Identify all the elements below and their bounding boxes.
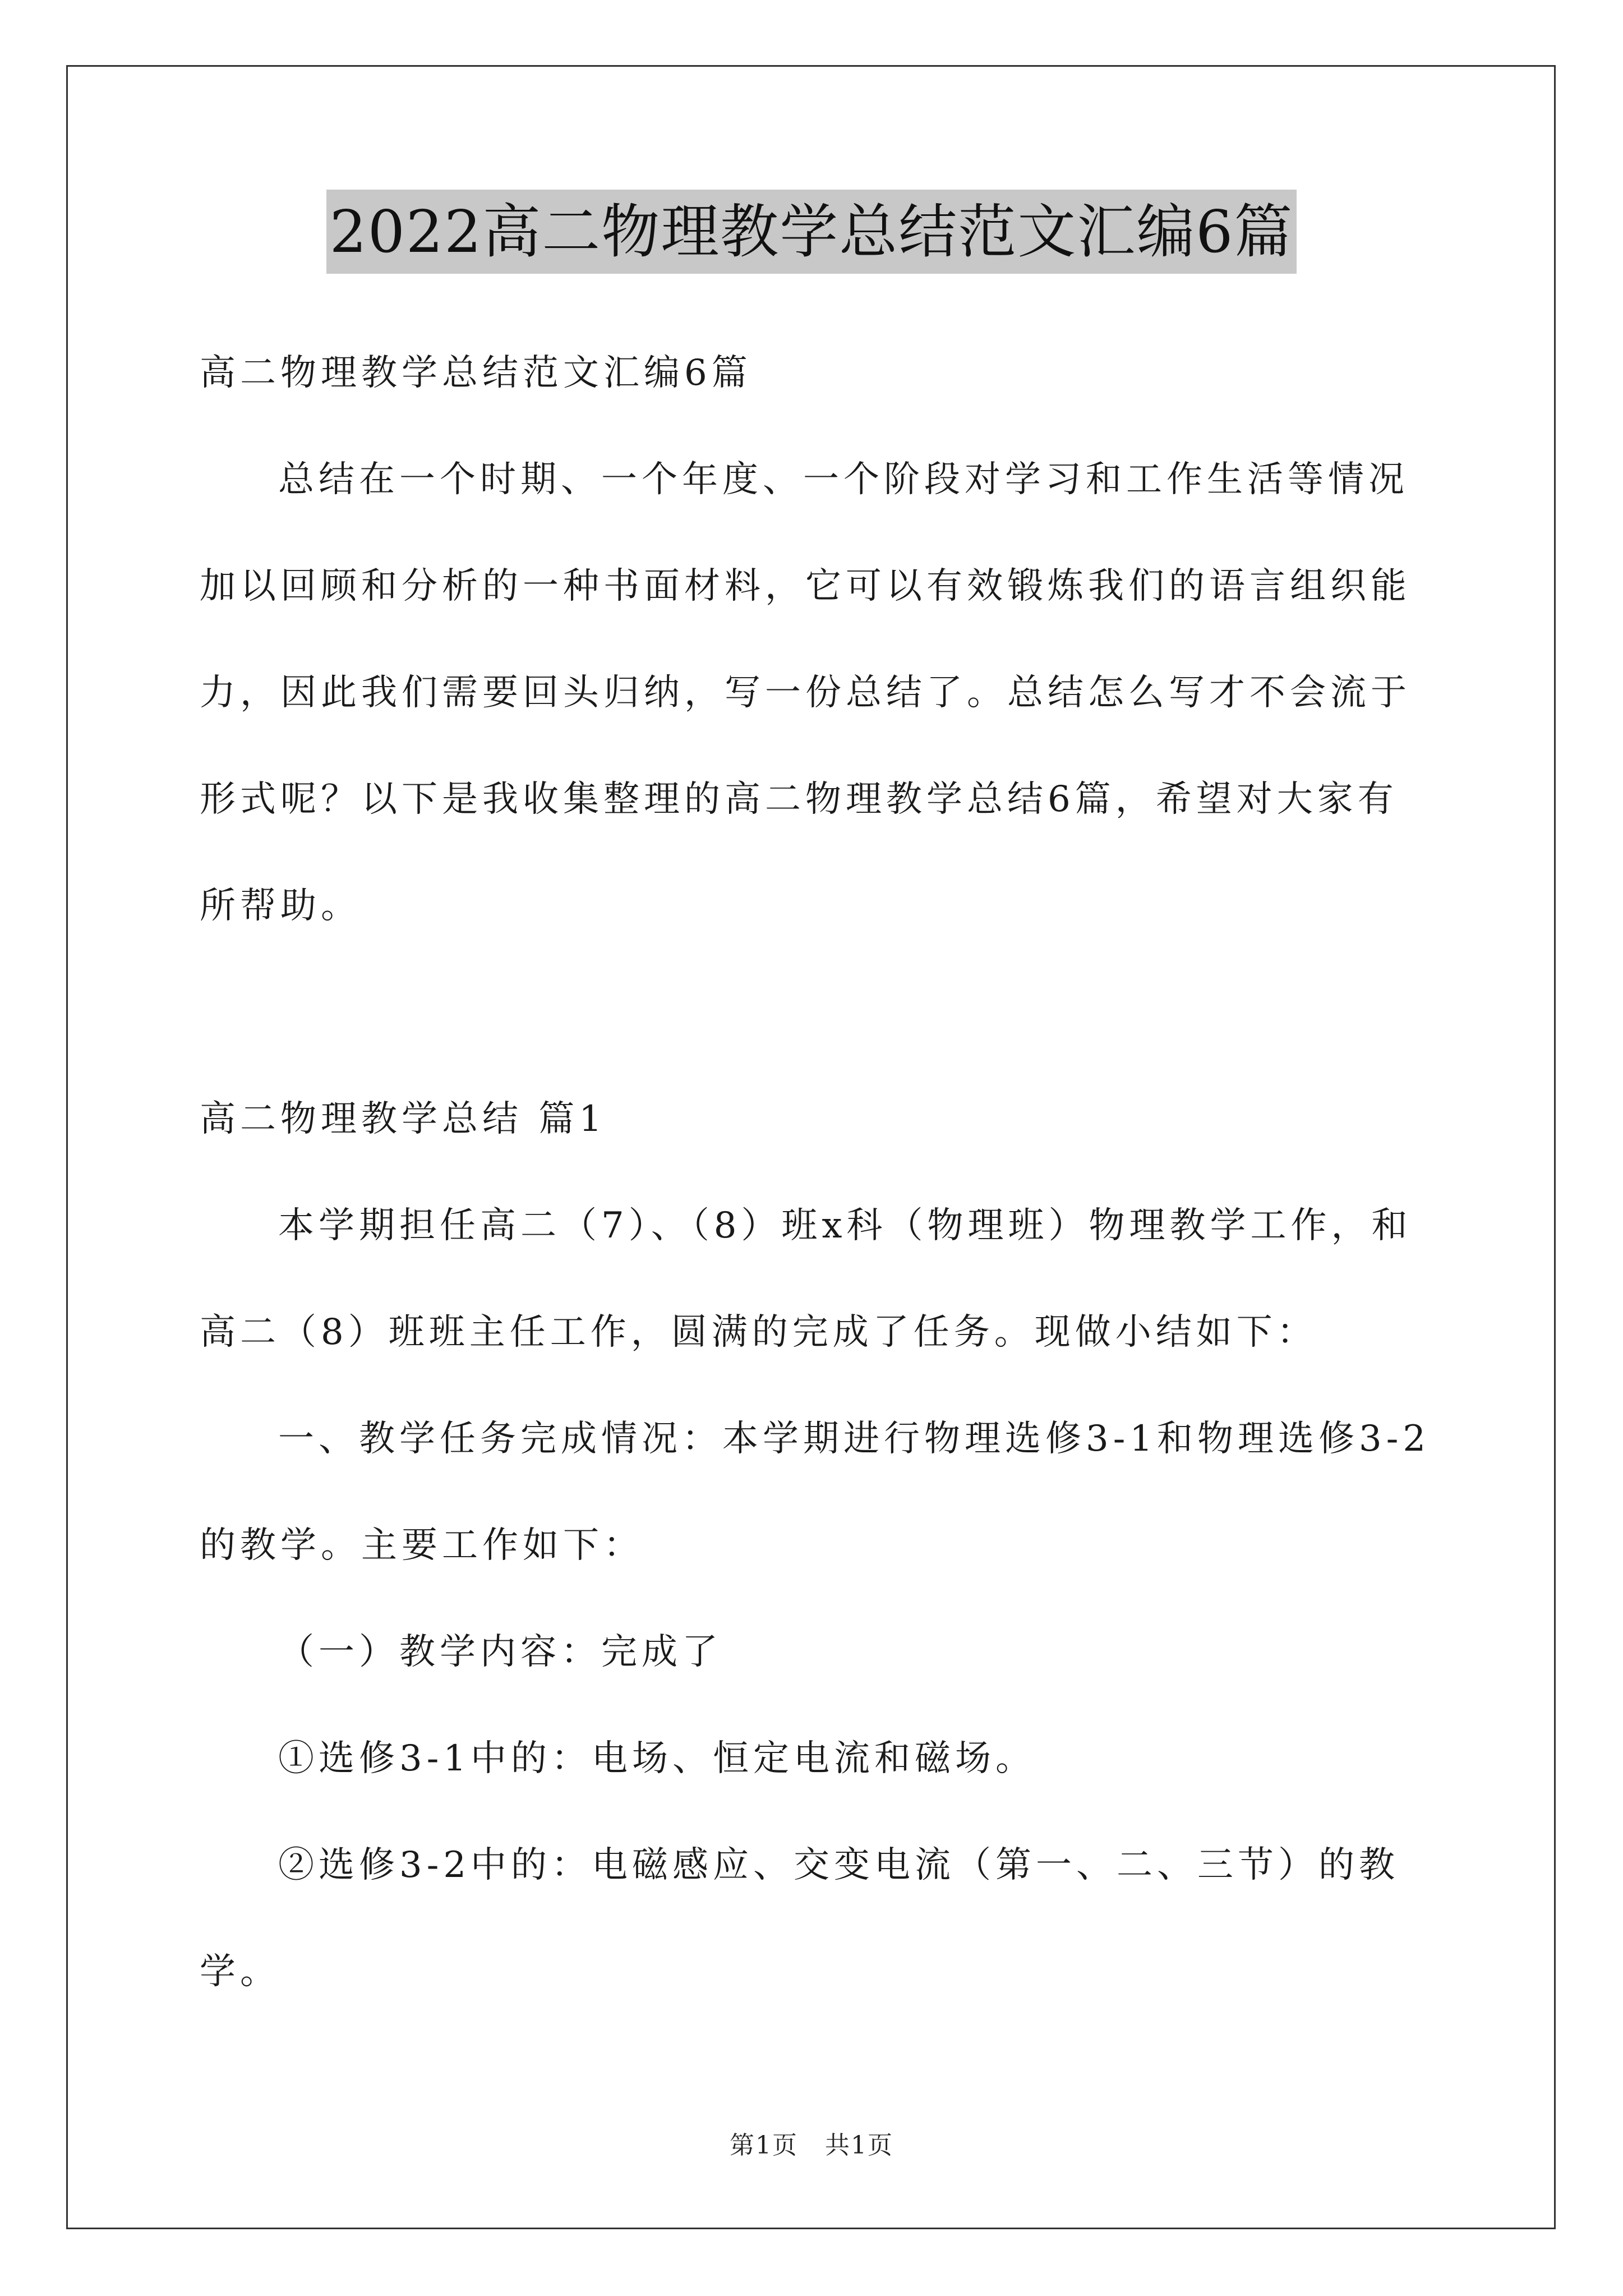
page-number-total: 共1页 bbox=[825, 2131, 893, 2160]
intro-line: 所帮助。 bbox=[200, 885, 361, 927]
document-title: 2022高二物理教学总结范文汇编6篇 bbox=[326, 190, 1297, 274]
intro-line: 力，因此我们需要回头归纳，写一份总结了。总结怎么写才不会流于 bbox=[200, 672, 1411, 714]
page-number-current: 第1页 bbox=[730, 2131, 798, 2160]
intro-line: 加以回顾和分析的一种书面材料，它可以有效锻炼我们的语言组织能 bbox=[200, 565, 1411, 607]
document-body bbox=[200, 320, 1431, 2025]
intro-line: 总结在一个时期、一个年度、一个阶段对学习和工作生活等情况 bbox=[278, 459, 1409, 500]
section-line: 一、教学任务完成情况：本学期进行物理选修3-1和物理选修3-2 bbox=[278, 1418, 1431, 1460]
page-footer bbox=[0, 2129, 1623, 2162]
section-heading: 高二物理教学总结 篇1 bbox=[200, 1098, 607, 1140]
section-line: （一）教学内容：完成了 bbox=[278, 1631, 722, 1673]
section-line: ②选修3-2中的：电磁感应、交变电流（第一、二、三节）的教 bbox=[278, 1844, 1400, 1886]
document-subtitle: 高二物理教学总结范文汇编6篇 bbox=[200, 352, 752, 394]
section-line: 本学期担任高二（7）、（8）班x科（物理班）物理教学工作，和 bbox=[278, 1205, 1412, 1246]
section-line: 高二（8）班班主任工作，圆满的完成了任务。现做小结如下： bbox=[200, 1312, 1317, 1353]
section-line: ①选修3-1中的：电场、恒定电流和磁场。 bbox=[278, 1738, 1036, 1779]
title-container bbox=[0, 190, 1623, 274]
section-line: 学。 bbox=[200, 1951, 280, 1993]
intro-line: 形式呢？以下是我收集整理的高二物理教学总结6篇，希望对大家有 bbox=[200, 779, 1398, 820]
section-spacer bbox=[200, 959, 1428, 1066]
section-line: 的教学。主要工作如下： bbox=[200, 1525, 644, 1566]
